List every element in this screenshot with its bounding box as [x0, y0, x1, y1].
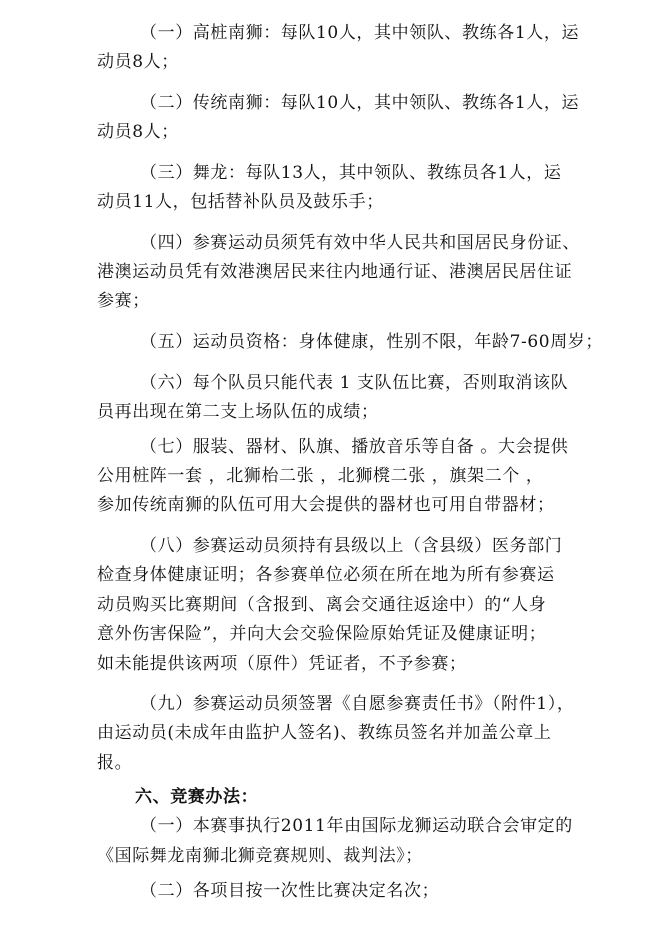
section-heading: 六、竞赛办法：: [135, 787, 259, 807]
paragraph-line: （七）服装、器材、队旗、播放音乐等自备 。大会提供: [140, 437, 569, 457]
paragraph-line: （六）每个队员只能代表 1 支队伍比赛，否则取消该队: [140, 373, 569, 393]
paragraph-line: 动员8人；: [97, 52, 179, 72]
paragraph-line: 《国际舞龙南狮北狮竞赛规则、裁判法》；: [97, 846, 423, 866]
paragraph-line: （八）参赛运动员须持有县级以上（含县级）医务部门: [140, 536, 563, 556]
paragraph-line: 员再出现在第二支上场队伍的成绩；: [97, 402, 379, 422]
paragraph-line: （五）运动员资格：身体健康，性别不限，年龄7-60周岁；: [140, 332, 603, 352]
paragraph-line: 动员购买比赛期间（含报到、离会交通往返途中）的“人身: [97, 595, 547, 615]
paragraph-line: 公用桩阵一套 ，北狮枱二张 ，北狮櫈二张 ，旗架二个 ，: [97, 466, 544, 486]
paragraph-line: 报。: [97, 753, 133, 773]
paragraph-line: 参加传统南狮的队伍可用大会提供的器材也可用自带器材；: [97, 495, 555, 515]
paragraph-line: （九）参赛运动员须签署《自愿参赛责任书》（附件1），: [140, 694, 575, 714]
paragraph-line: （四）参赛运动员须凭有效中华人民共和国居民身份证、: [140, 233, 580, 253]
paragraph-line: 动员11人，包括替补队员及鼓乐手；: [97, 192, 384, 212]
paragraph-line: 检查身体健康证明；各参赛单位必须在所在地为所有参赛运: [97, 565, 555, 585]
paragraph-line: （三）舞龙：每队13人，其中领队、教练员各1人，运: [140, 163, 562, 183]
paragraph-line: （一）本赛事执行2011年由国际龙狮运动联合会审定的: [140, 816, 573, 836]
paragraph-line: 动员8人；: [97, 122, 179, 142]
paragraph-line: 如未能提供该两项（原件）凭证者，不予参赛；: [97, 654, 467, 674]
paragraph-line: （二）各项目按一次性比赛决定名次；: [140, 881, 440, 901]
paragraph-line: （一）高桩南狮：每队10人，其中领队、教练各1人，运: [140, 23, 580, 43]
paragraph-line: 港澳运动员凭有效港澳居民来往内地通行证、港澳居民居住证: [97, 262, 573, 282]
paragraph-line: （二）传统南狮：每队10人，其中领队、教练各1人，运: [140, 93, 580, 113]
paragraph-line: 意外伤害保险”，并向大会交验保险原始凭证及健康证明；: [97, 624, 547, 644]
paragraph-line: 参赛；: [97, 291, 150, 311]
paragraph-line: 由运动员(未成年由监护人签名)、教练员签名并加盖公章上: [97, 723, 552, 743]
